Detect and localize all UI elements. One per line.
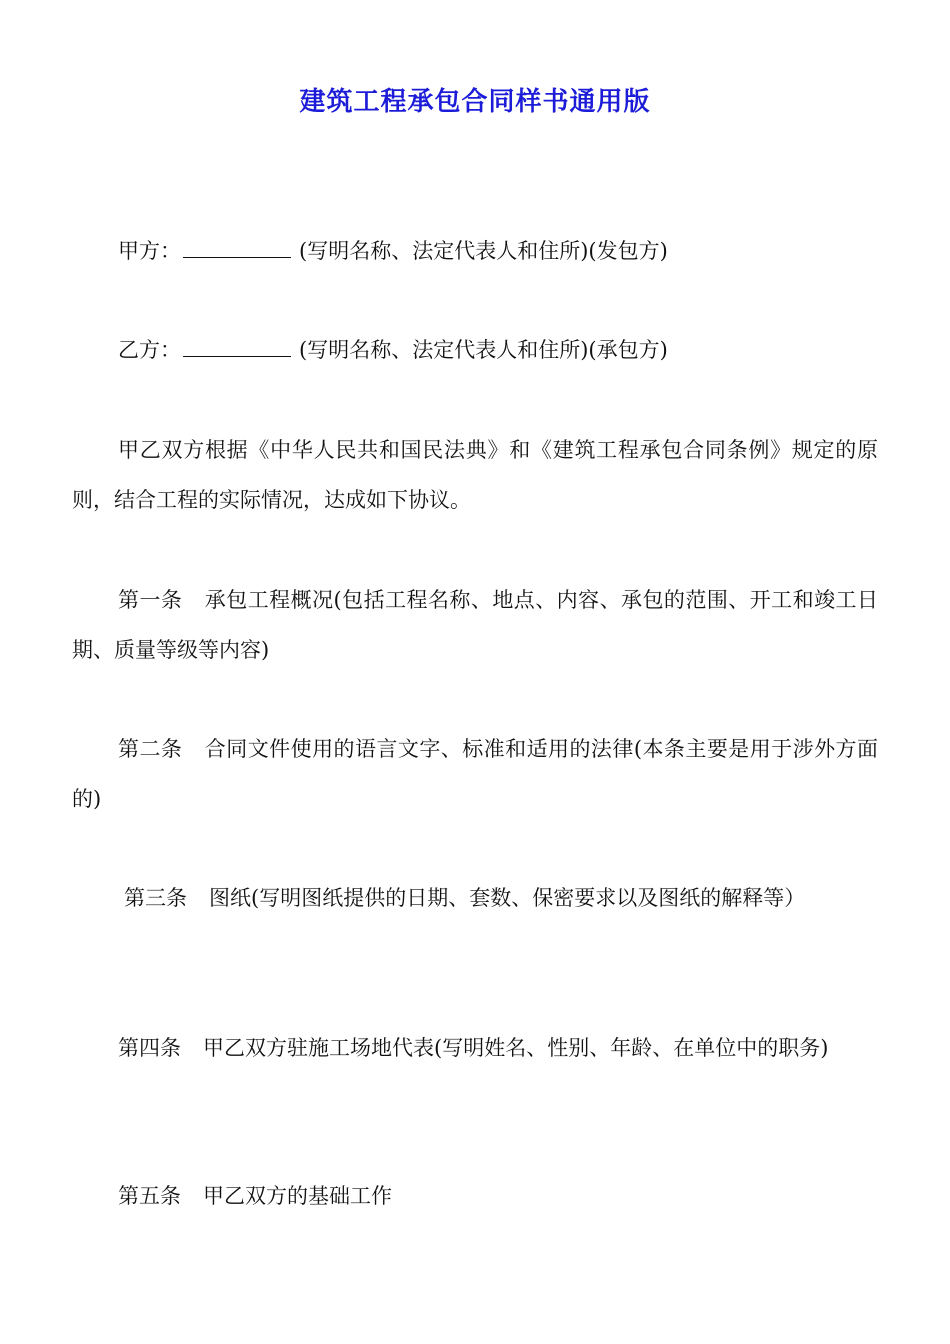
article-number: 第一条: [118, 588, 183, 612]
preamble-paragraph: 甲乙双方根据《中华人民共和国民法典》和《建筑工程承包合同条例》规定的原则，结合工程的实际情况，达成如下协议。: [72, 438, 878, 512]
party-b-blank: [183, 336, 291, 357]
document-title: 建筑工程承包合同样书通用版: [299, 87, 651, 117]
article-5: [118, 1171, 884, 1221]
party-a-blank: [183, 237, 291, 258]
article-text: 合同文件使用的语言文字、标准和适用的法律(本条主要是用于涉外方面的): [72, 737, 878, 811]
article-1: [72, 575, 878, 675]
article-number: 第五条: [118, 1184, 181, 1208]
article-number: 第三条: [124, 886, 187, 910]
article-4: [118, 1023, 884, 1073]
article-text: 甲乙双方的基础工作: [203, 1184, 392, 1208]
article-number: 第二条: [118, 737, 183, 761]
article-3: [124, 873, 884, 923]
article-text: 图纸(写明图纸提供的日期、套数、保密要求以及图纸的解释等）: [209, 886, 806, 910]
article-text: 承包工程概况(包括工程名称、地点、内容、承包的范围、开工和竣工日期、质量等级等内容): [72, 588, 878, 662]
party-a-line: [72, 226, 878, 276]
article-number: 第四条: [118, 1036, 181, 1060]
party-a-label: 甲方：: [118, 239, 181, 263]
article-2: [72, 724, 878, 824]
party-b-note: (写明名称、法定代表人和住所)(承包方): [299, 338, 668, 362]
party-a-note: (写明名称、法定代表人和住所)(发包方): [299, 239, 668, 263]
party-b-line: [72, 325, 878, 375]
party-b-label: 乙方：: [118, 338, 181, 362]
article-text: 甲乙双方驻施工场地代表(写明姓名、性别、年龄、在单位中的职务): [203, 1036, 829, 1060]
